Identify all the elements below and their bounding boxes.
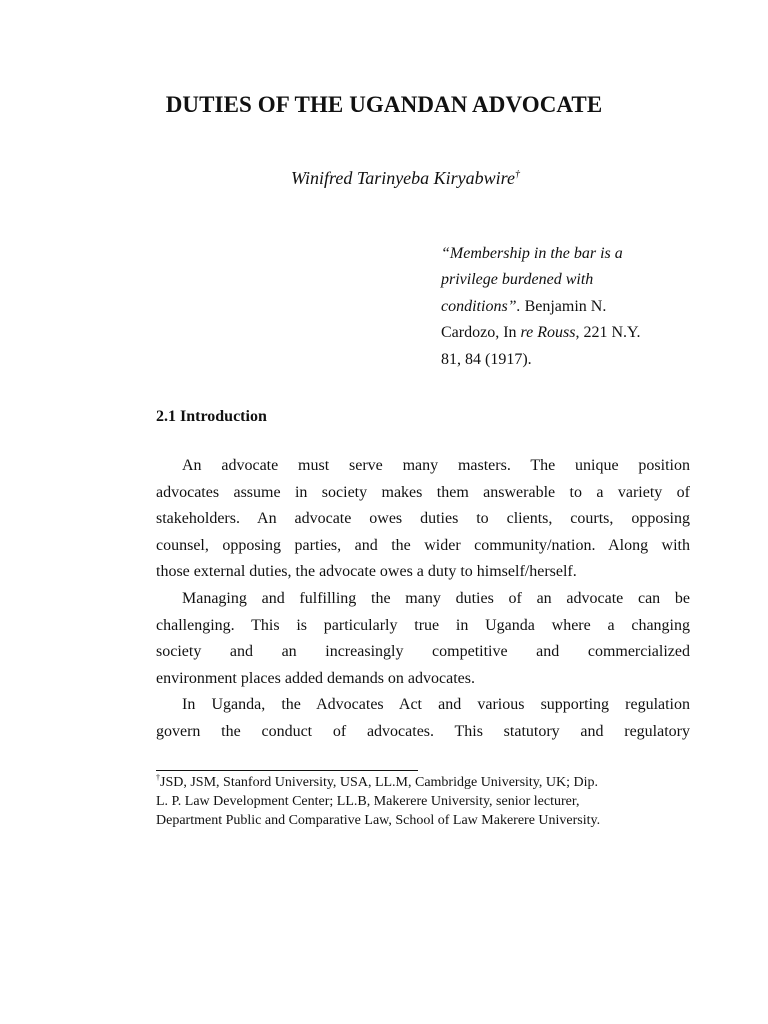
footnote xyxy=(156,773,690,830)
epigraph-line xyxy=(441,267,691,293)
footnote-line: L. P. Law Development Center; LL.B, Makerere University, senior lecturer, xyxy=(156,794,580,809)
epigraph-text: Cardozo, In xyxy=(441,324,521,342)
paragraph-line: Managing and fulfilling the many duties of an advocate can be xyxy=(182,589,690,607)
paragraph-line: counsel, opposing parties, and the wider community/nation. Along with xyxy=(156,536,690,554)
epigraph-line xyxy=(441,294,691,320)
epigraph-line xyxy=(441,347,691,373)
paragraph-line: govern the conduct of advocates. This statutory and regulatory xyxy=(156,722,690,740)
epigraph-text: 81, 84 (1917). xyxy=(441,350,532,368)
case-name: re Rouss xyxy=(520,324,576,342)
epigraph-quote xyxy=(441,241,691,373)
author-name-text: Winifred Tarinyeba Kiryabwire xyxy=(291,168,516,188)
paragraph-line: society and an increasingly competitive and commercialized xyxy=(156,643,690,661)
document-title: DUTIES OF THE UGANDAN ADVOCATE xyxy=(165,92,603,117)
section-heading: 2.1 Introduction xyxy=(156,408,267,425)
epigraph-text: “Membership in the bar is a xyxy=(441,245,623,262)
paragraph-line: those external duties, the advocate owes a duty to himself/herself. xyxy=(156,563,577,581)
footnote-text: JSD, JSM, Stanford University, USA, LL.M, Cambridge University, UK; Dip. xyxy=(160,775,599,790)
author-footnote-mark: † xyxy=(515,169,521,180)
paragraph-line: advocates assume in society makes them answerable to a variety of xyxy=(156,483,690,501)
epigraph-text: privilege burdened with xyxy=(441,271,594,289)
epigraph-text: Benjamin N. xyxy=(520,297,607,315)
footnote-divider xyxy=(156,770,418,771)
paragraph-line: In Uganda, the Advocates Act and various supporting regulation xyxy=(182,696,690,714)
epigraph-text: conditions”. xyxy=(441,297,521,315)
paragraph-line: An advocate must serve many masters. The unique position xyxy=(182,457,690,474)
footnote-mark: † xyxy=(156,773,160,782)
epigraph-line xyxy=(441,320,691,346)
footnote-line: Department Public and Comparative Law, School of Law Makerere University. xyxy=(156,813,601,828)
body-paragraphs xyxy=(156,453,690,746)
author-name xyxy=(291,168,520,189)
epigraph-text: , 221 N.Y. xyxy=(575,324,641,342)
epigraph-line xyxy=(441,241,691,267)
paragraph-line: stakeholders. An advocate owes duties to clients, courts, opposing xyxy=(156,510,690,528)
paragraph-line: environment places added demands on advocates. xyxy=(156,669,475,687)
paragraph-line: challenging. This is particularly true in Uganda where a changing xyxy=(156,616,690,634)
footnote-line xyxy=(156,773,690,792)
